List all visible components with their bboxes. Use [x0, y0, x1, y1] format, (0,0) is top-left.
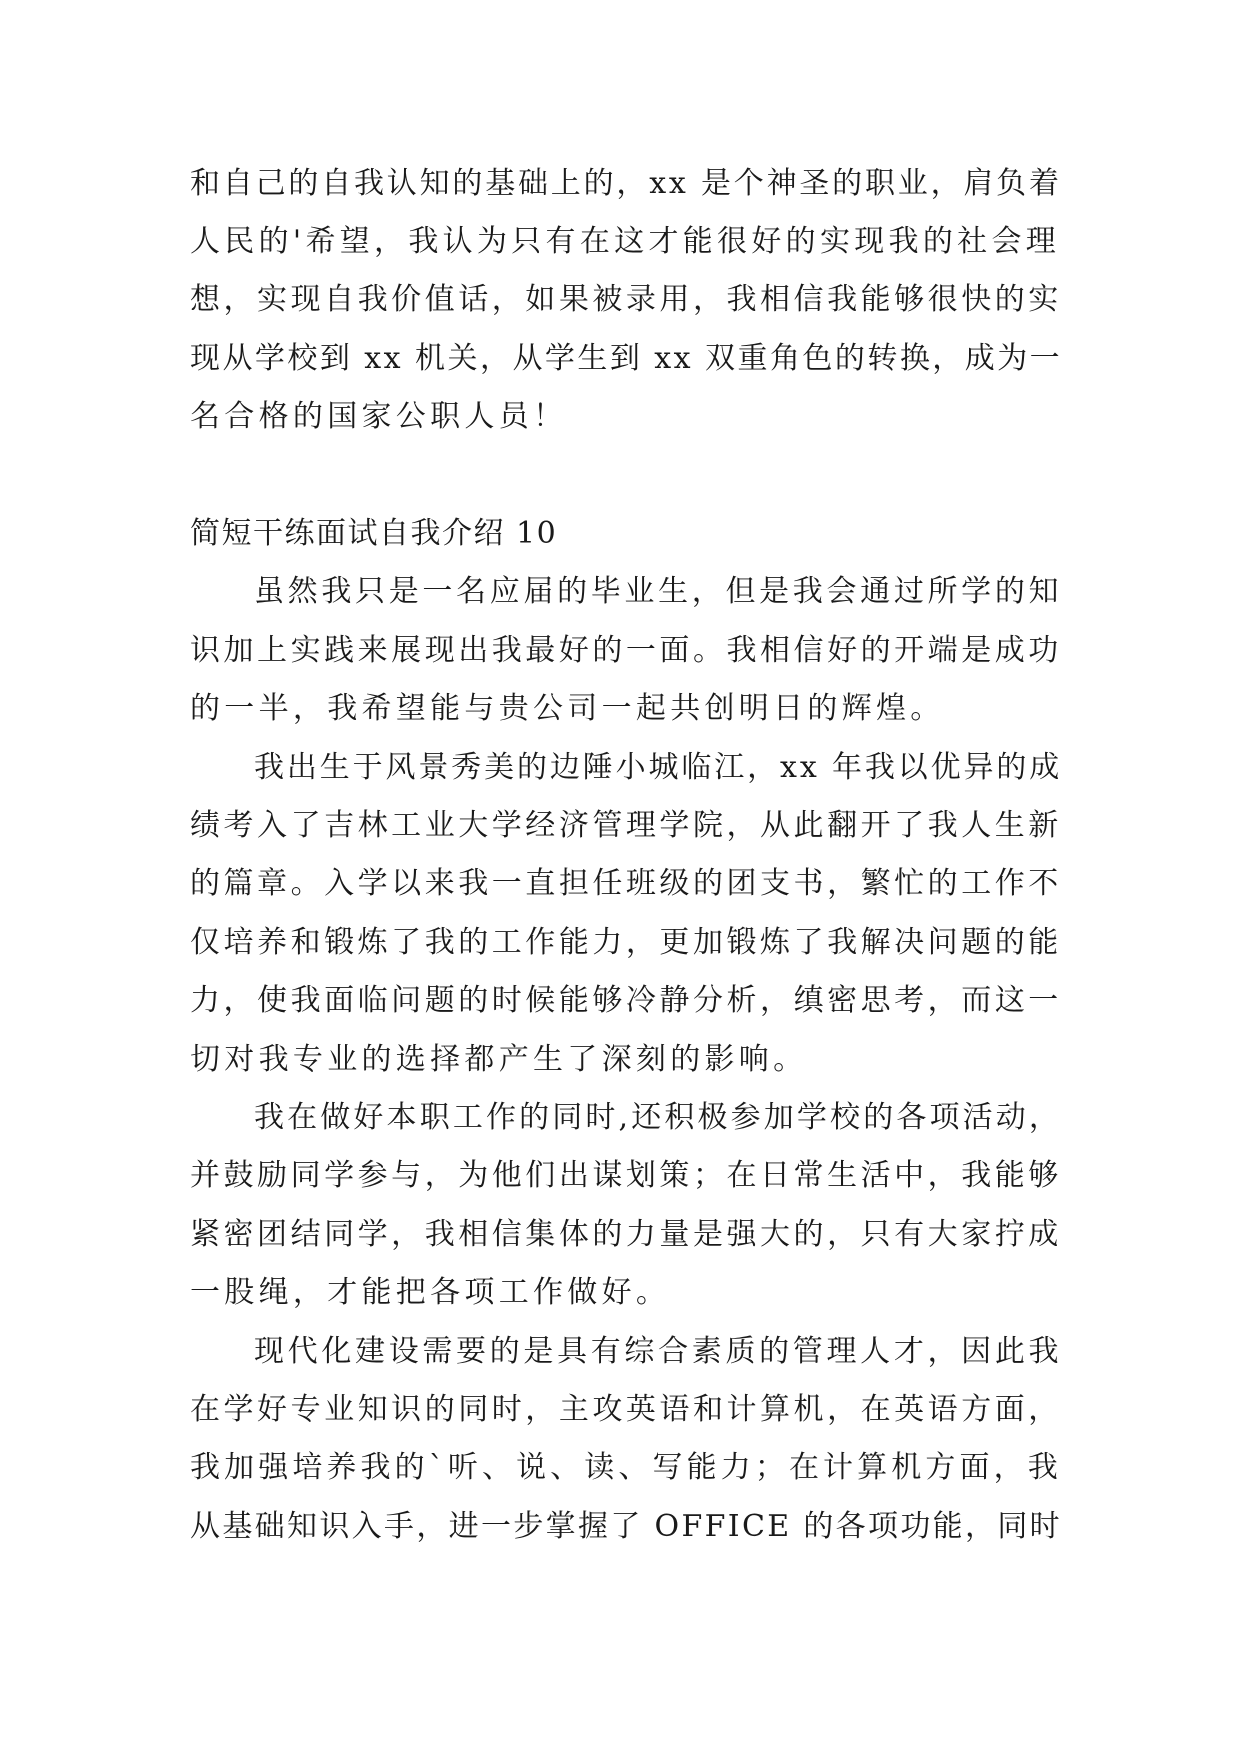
paragraph-4-line-3: 紧密团结同学，我相信集体的力量是强大的，只有大家拧成: [190, 1217, 1062, 1252]
paragraph-2-line-3: 的一半，我希望能与贵公司一起共创明日的辉煌。: [190, 691, 945, 726]
paragraph-3-line-4: 仅培养和锻炼了我的工作能力，更加锻炼了我解决问题的能: [190, 925, 1062, 960]
paragraph-2-line-1: 虽然我只是一名应届的毕业生，但是我会通过所学的知: [254, 574, 1063, 609]
paragraph-5-line-4: 从基础知识入手，进一步掌握了 OFFICE 的各项功能，同时: [190, 1509, 1063, 1544]
paragraph-3-line-2: 绩考入了吉林工业大学经济管理学院，从此翻开了我人生新: [190, 808, 1062, 843]
paragraph-3-line-3: 的篇章。入学以来我一直担任班级的团支书，繁忙的工作不: [190, 866, 1062, 901]
paragraph-1-line-1: 和自己的自我认知的基础上的，xx 是个神圣的职业，肩负着: [190, 166, 1062, 201]
paragraph-4-line-1: 我在做好本职工作的同时,还积极参加学校的各项活动，: [254, 1100, 1063, 1135]
paragraph-5-line-1: 现代化建设需要的是具有综合素质的管理人才，因此我: [254, 1334, 1063, 1369]
paragraph-2-line-2: 识加上实践来展现出我最好的一面。我相信好的开端是成功: [190, 633, 1062, 668]
section-heading: 简短干练面试自我介绍 10: [190, 516, 558, 551]
paragraph-5-line-2: 在学好专业知识的同时，主攻英语和计算机，在英语方面，: [190, 1392, 1062, 1427]
paragraph-4-line-4: 一股绳，才能把各项工作做好。: [190, 1275, 671, 1310]
paragraph-3-line-1: 我出生于风景秀美的边陲小城临江，xx 年我以优异的成: [254, 750, 1063, 785]
paragraph-1-line-2: 人民的'希望，我认为只有在这才能很好的实现我的社会理: [190, 224, 1061, 259]
paragraph-4-line-2: 并鼓励同学参与，为他们出谋划策；在日常生活中，我能够: [190, 1158, 1062, 1193]
paragraph-3-line-6: 切对我专业的选择都产生了深刻的影响。: [190, 1042, 808, 1077]
paragraph-1-line-5: 名合格的国家公职人员！: [190, 399, 568, 434]
paragraph-1-line-3: 想，实现自我价值话，如果被录用，我相信我能够很快的实: [190, 282, 1062, 317]
paragraph-3-line-5: 力，使我面临问题的时候能够冷静分析，缜密思考，而这一: [190, 983, 1062, 1018]
paragraph-1-line-4: 现从学校到 xx 机关，从学生到 xx 双重角色的转换，成为一: [190, 341, 1063, 376]
paragraph-5-line-3: 我加强培养我的`听、说、读、写能力；在计算机方面，我: [190, 1450, 1062, 1485]
